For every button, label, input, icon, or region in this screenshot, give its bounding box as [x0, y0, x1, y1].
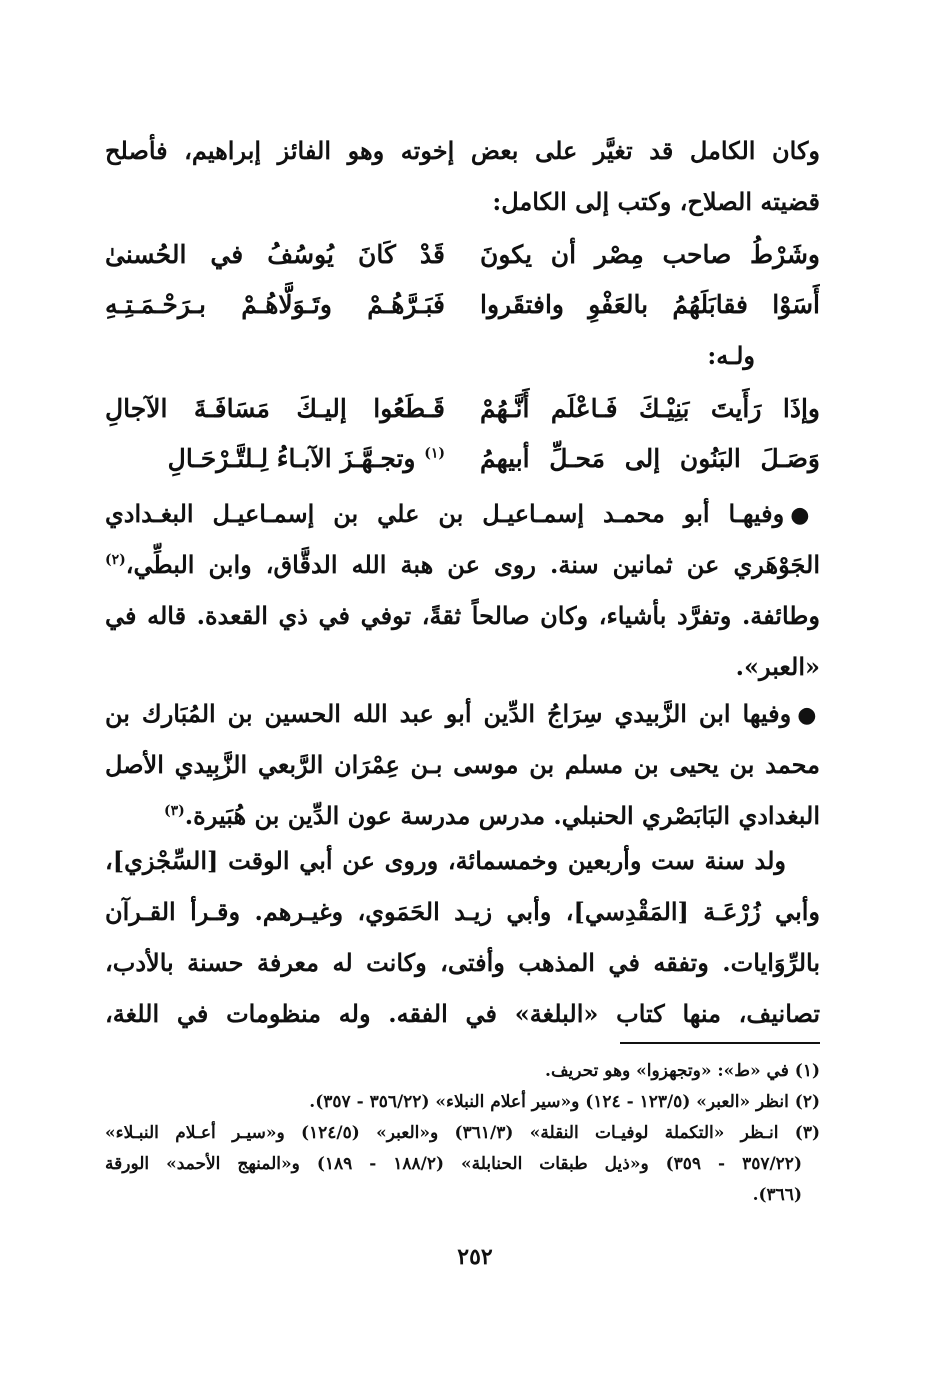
paragraph-al-jawhari: [105, 488, 820, 692]
verse-first-hemistich: وإذَا رَأَيتَ بَنِيْـكَ فَـاعْلَم أَنَّـهُمْ: [480, 394, 820, 423]
poem-two: [105, 384, 820, 484]
page-number: ٢٥٢: [457, 1244, 493, 1270]
text-line: [105, 688, 820, 739]
verse-line: [105, 280, 820, 330]
verse-first-hemistich: أَسَوْا فقابَلَهُمُ بالعَفْوِ وافتقَروا: [480, 290, 820, 319]
hemistich-text: وتجـهَّـزَ الآبـاءُ لِـلتَّـرْحَـالِ: [167, 444, 416, 473]
text-line: [105, 539, 820, 590]
verse-second-hemistich: فَبَـرَّهُـمْ وتَـوَلَّاهُـمْ بـرَحْـمَـتِـهِ: [105, 290, 445, 319]
footnote-1: (١) في «ط»: «وتجهزوا» وهو تحريف.: [545, 1061, 820, 1081]
text-line: وطائفة. وتفرَّد بأشياء، وكان صالحاً ثقةً، توفي في ذي القعدة. قاله في: [105, 601, 820, 630]
line-text: الجَوْهَري عن ثمانين سنة. روى عن هبة الله الدقَّاق، وابن البطِّي،: [125, 550, 820, 579]
verse-second-hemistich: [105, 434, 445, 484]
text-line: ولد سنة ست وأربعين وخمسمائة، وروى عن أبي الوقت [السِّجْزي]،: [105, 846, 786, 875]
footnote-divider: [620, 1042, 820, 1044]
paragraph-ibn-al-zabidi: [105, 688, 820, 841]
poem-intro: [105, 330, 755, 381]
line-text: البغدادي البَابَصْري الحنبلي. مدرس مدرسة عون الدِّين بن هُبَيرة.: [184, 801, 820, 830]
footnote-3-continued: (٣٥٧/٢٢ - ٣٥٩) و«ذيل طبقات الحنابلة» (١٨٨/٢ - ١٨٩) و«المنهج الأحمد» الورقة: [105, 1154, 802, 1174]
footnote-ref: (٣): [164, 803, 185, 819]
text-line: قضيته الصلاح، وكتب إلى الكامل:: [492, 187, 820, 216]
poem-one: [105, 230, 820, 330]
line-text: وفيها ابن الزَّبيدي سِرَاجُ الدِّين أبو عبد الله الحسين بن المُبَارك بن: [105, 699, 792, 728]
verse-line: [105, 384, 820, 434]
footnote-3: (٣) انـظر «التكملة لوفيـات النقلة» (٣٦١/٣) و«العبر» (١٢٤/٥) و«سيـر أعـلام النبـلاء»: [105, 1123, 820, 1143]
verse-first-hemistich: وشَرْطُ صاحب مِصْر أن يكونَ: [480, 240, 820, 269]
text-line: بالرِّوَايات. وتفقه في المذهب وأفتى، وكانت له معرفة حسنة بالأدب،: [105, 948, 820, 977]
text-line: «العبر».: [735, 652, 820, 681]
line-text: وفيهـا أبو محمـد إسمـاعيـل بن علي بن إسمـاعيـل البغـدادي: [105, 499, 785, 528]
verse-second-hemistich: قَدْ كَانَ يُوسُفُ في الحُسنىٰ: [105, 240, 445, 269]
footnote-2: (٢) انظر «العبر» (١٢٣/٥ - ١٢٤) و«سير أعلام النبلاء» (٣٥٦/٢٢ - ٣٥٧).: [309, 1092, 820, 1112]
footnotes: [105, 1056, 820, 1211]
text-line: [105, 488, 820, 539]
bullet-icon: ●: [797, 702, 820, 728]
verse-second-hemistich: قَـطَعُوا إليـكَ مَسَافَـةَ الآجالِ: [105, 394, 445, 423]
verse-line: [105, 434, 820, 484]
text-line: ولـه:: [707, 341, 755, 370]
text-line: وكان الكامل قد تغيَّر على بعض إخوته وهو الفائز إبراهيم، فأصلح: [105, 136, 820, 165]
paragraph-biography: [105, 835, 820, 1039]
footnote-ref: (٢): [105, 552, 126, 568]
text-line: تصانيف، منها كتاب «البلغة» في الفقه. وله منظومات في اللغة،: [105, 999, 820, 1028]
text-line: وأبي زُرْعَـة [المَقْدِسي]، وأبي زيـد الحَمَوي، وغيـرهم. وقـرأ القـرآن: [105, 897, 820, 926]
footnote-3-end: (٣٦٦).: [752, 1185, 802, 1205]
text-line: [105, 790, 820, 841]
verse-line: [105, 230, 820, 280]
text-line: محمد بن يحيى بن مسلم بن موسى بـن عِمْرَان الرَّبعي الزَّبِيدي الأصل: [105, 750, 820, 779]
bullet-icon: ●: [790, 502, 820, 528]
footnote-ref: (١): [424, 445, 445, 462]
verse-first-hemistich: وَصَـلَ البَنُون إلى مَحـلِّ أبيهمُ: [480, 444, 820, 473]
paragraph-al-kamil: [105, 125, 820, 227]
